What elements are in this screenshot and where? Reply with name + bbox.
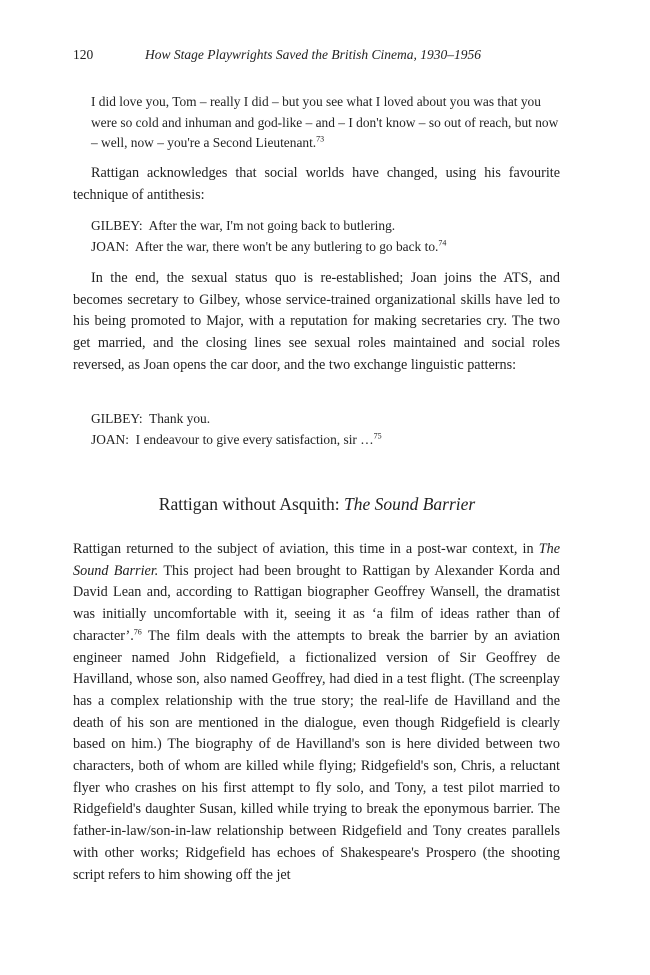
dialogue-text: After the war, I'm not going back to butlering. [148, 218, 396, 233]
page-number: 120 [73, 47, 94, 62]
paragraph-text: The film deals with the attempts to break the barrier by an aviation engineer named John Ridgefield, a fictionalized version of Sir Geoffrey de Havilland, whose son, also named Geoffrey, had died in a test flight. (The screenplay has a complex relationship with the true story; the real-life de Havilland and the death of his son are mentioned in the dialogue, even though Ridgefield is clearly based on him.) The biography of de Havilland's son is here divided between two characters, both of whom are killed while flying; Ridgefield's son, Chris, a reluctant flyer who crashes on his first attempt to fly solo, and Tony, a test pilot married to Ridgefield's daughter Susan, killed while trying to break the eponymous barrier. The father-in-law/son-in-law relationship between Ridgefield and Tony creates parallels with other works; Ridgefield has echoes of Shakespeare's Prospero (the shooting script refers to him showing off the jet [73, 627, 560, 883]
section-heading-title: The Sound Barrier [343, 494, 476, 514]
dialogue-line [91, 215, 561, 236]
paragraph [73, 539, 560, 886]
dialogue-line [91, 236, 561, 257]
dialogue-text: Thank you. [149, 411, 211, 426]
paragraph [73, 163, 560, 206]
film-title: The Sound Barrier. [73, 541, 560, 579]
paragraph-text: This project had been brought to Rattigan by Alexander Korda and David Lean and, according to Rattigan biographer Geoffrey Wansell, the dramatist was initially uncomfortable with it, seeing it as ‘a film of ideas rather than of character’. [73, 562, 560, 644]
paragraph [73, 268, 560, 377]
footnote-ref: 75 [373, 431, 382, 441]
dialogue-text: After the war, there won't be any butlering to go back to. [134, 239, 439, 254]
paragraph-text: Rattigan acknowledges that social worlds have changed, using his favourite technique of antithesis: [73, 165, 560, 203]
footnote-ref: 73 [316, 134, 325, 144]
paragraph-text: In the end, the sexual status quo is re-established; Joan joins the ATS, and becomes secretary to Gilbey, whose service-trained organizational skills have led to his being promoted to Major, with a reputation for making secretaries cry. The two get married, and the closing lines see sexual roles maintained and social roles reversed, as Joan opens the car door, and the two exchange linguistic patterns: [73, 270, 560, 373]
dialogue-block [91, 215, 561, 257]
speaker-name: GILBEY: [91, 411, 143, 426]
speaker-name: JOAN: [91, 432, 129, 447]
speaker-name: JOAN: [91, 239, 129, 254]
block-quote [91, 92, 561, 154]
block-quote-text: I did love you, Tom – really I did – but you see what I loved about you was that you were so cold and inhuman and god-like – and – I don't know – so out of reach, but now – well, now – you're a Second Lieutenant. [91, 94, 559, 150]
dialogue-text: I endeavour to give every satisfaction, sir … [135, 432, 374, 447]
section-heading [0, 492, 634, 516]
dialogue-line [91, 429, 561, 450]
speaker-name: GILBEY: [91, 218, 143, 233]
dialogue-line [91, 408, 561, 429]
dialogue-block [91, 408, 561, 450]
running-header [73, 46, 610, 64]
paragraph-text: Rattigan returned to the subject of aviation, this time in a post-war context, in [73, 541, 539, 557]
running-title: How Stage Playwrights Saved the British Cinema, 1930–1956 [145, 47, 481, 62]
section-heading-text: Rattigan without Asquith: [158, 494, 344, 514]
footnote-ref: 76 [133, 627, 142, 637]
footnote-ref: 74 [438, 238, 447, 248]
